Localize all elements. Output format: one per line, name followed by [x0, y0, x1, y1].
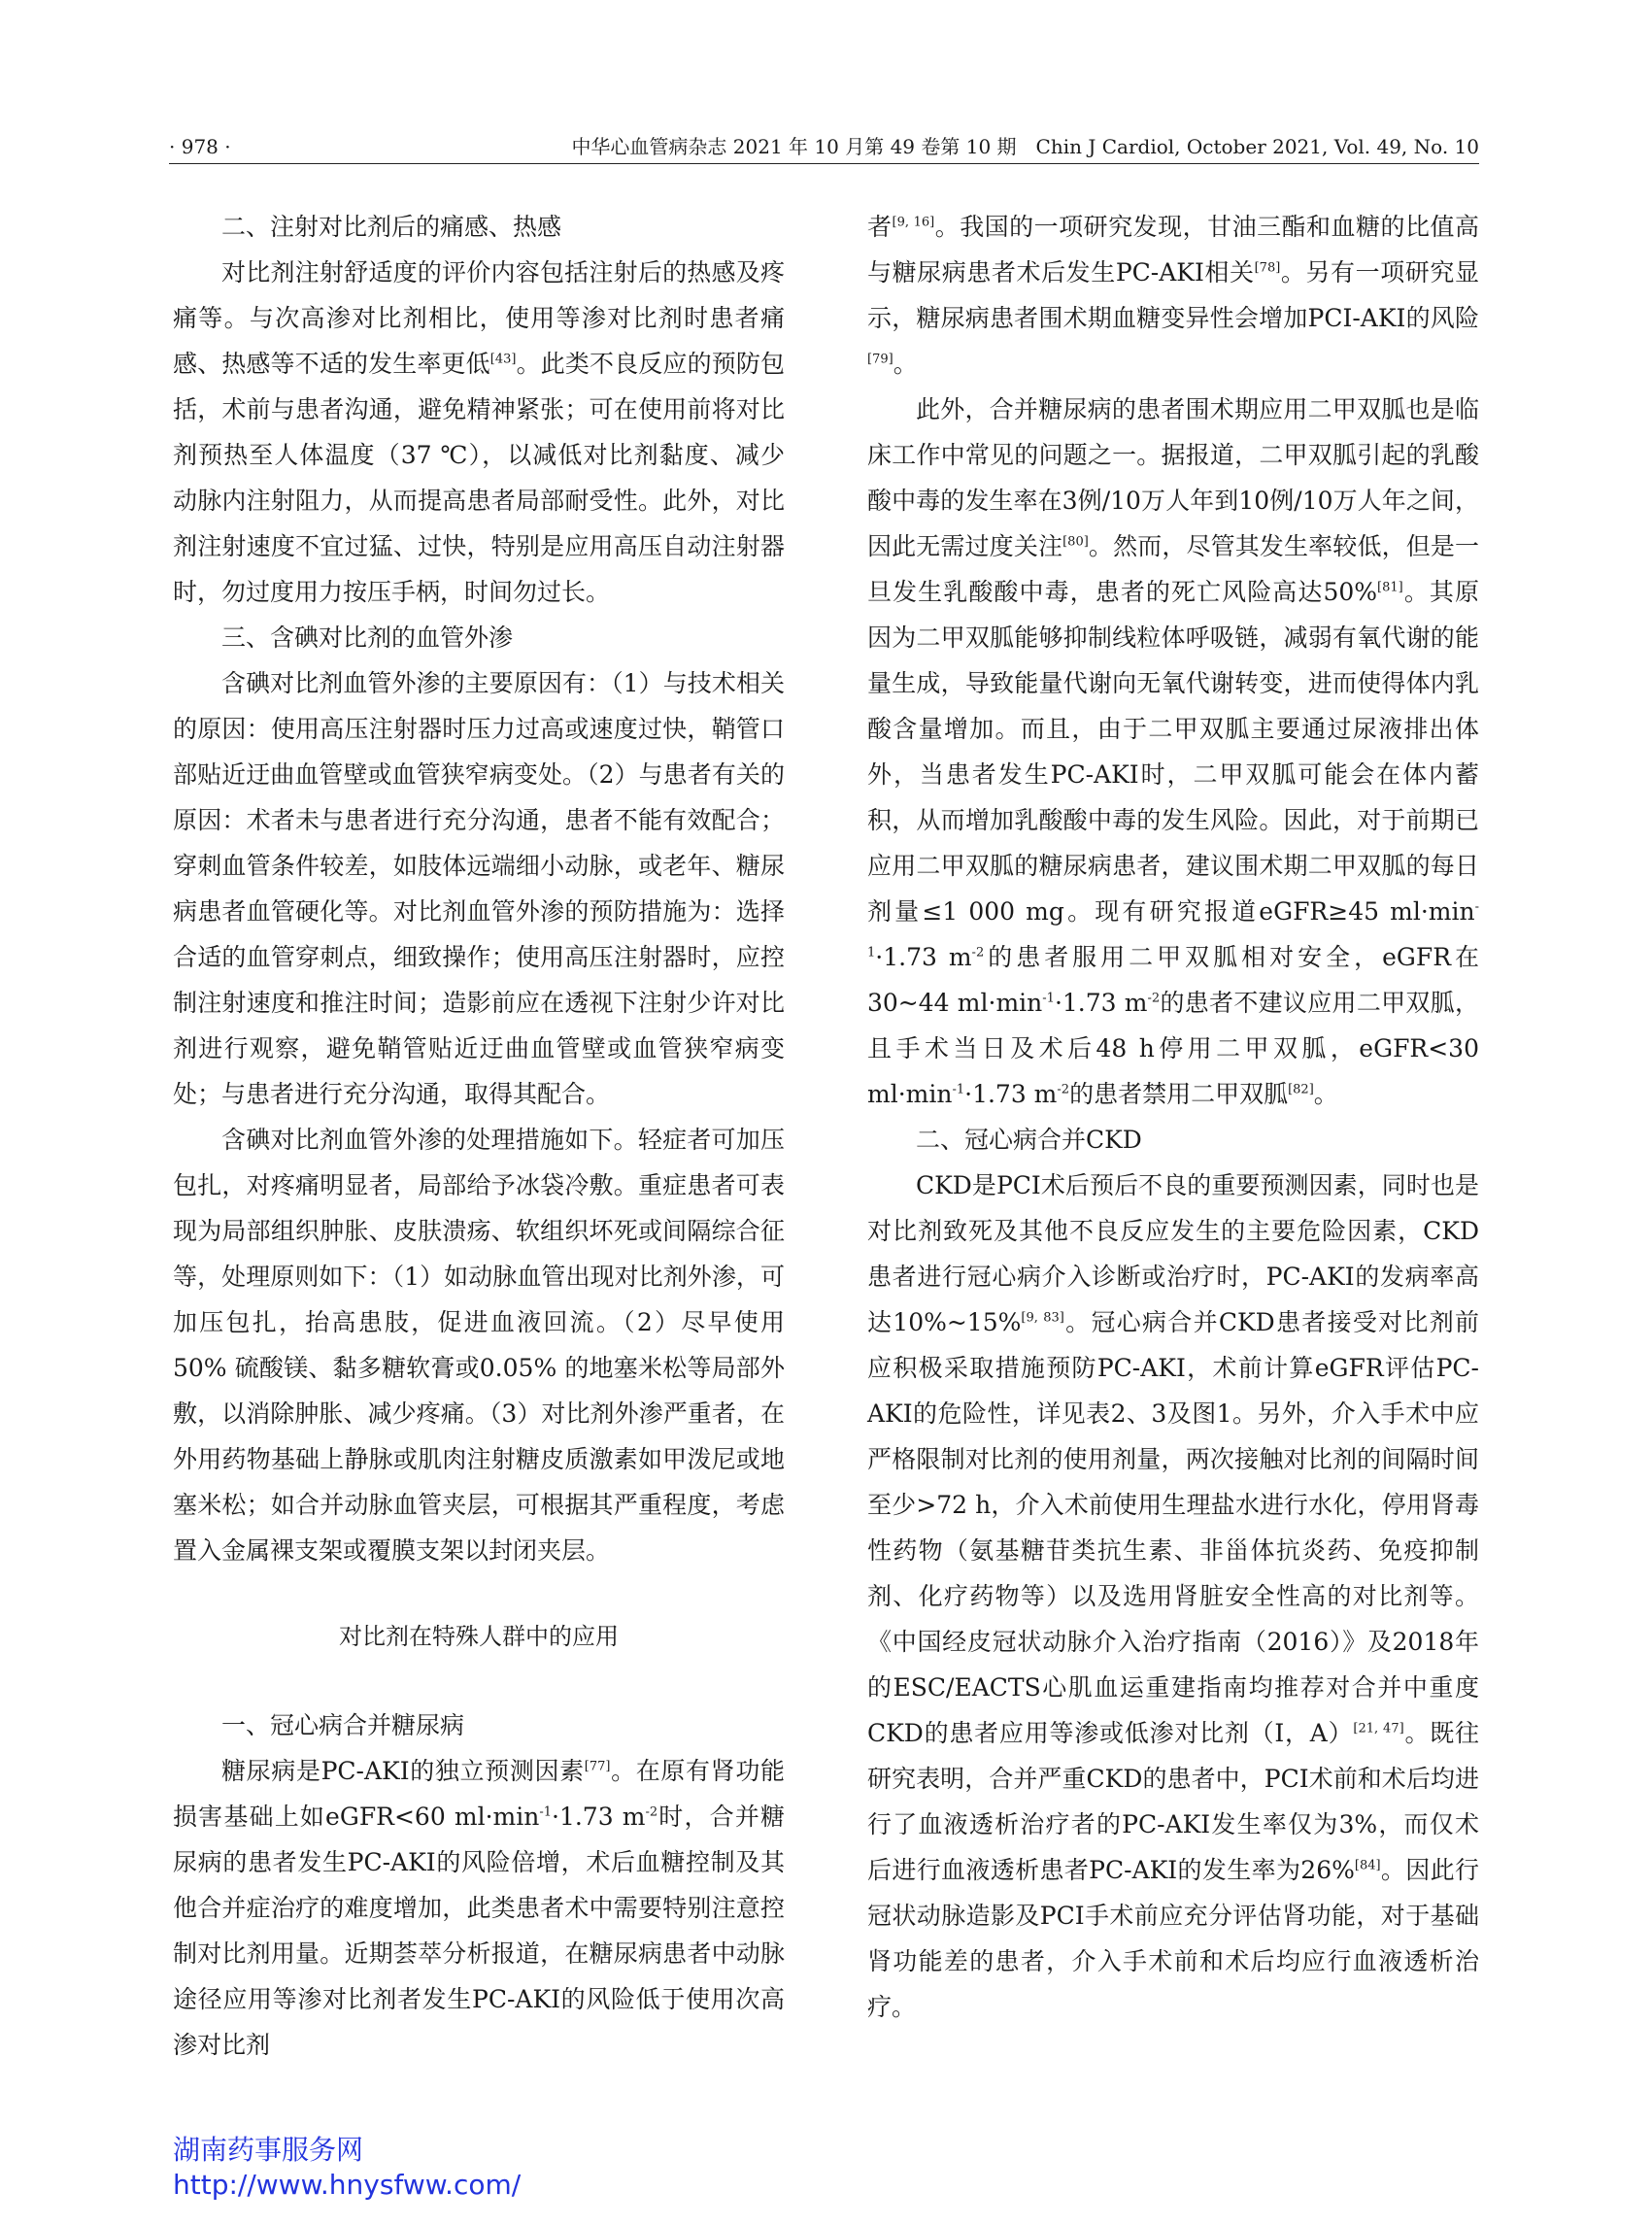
- page-number: · 978 ·: [169, 135, 231, 158]
- watermark-site-name: 湖南药事服务网: [173, 2134, 364, 2166]
- running-header: [169, 132, 1479, 164]
- journal-citation: 中华心血管病杂志 2021 年 10 月第 49 卷第 10 期 Chin J Cardiol, October 2021, Vol. 49, No. 10: [571, 135, 1479, 158]
- citation-9-83: [9, 83]: [1021, 1310, 1064, 1326]
- paragraph-extravasation-treatment: 含碘对比剂血管外渗的处理措施如下。轻症者可加压包扎，对疼痛明显者，局部给予冰袋冷敷。重症患者可表现为局部组织肿胀、皮肤溃疡、软组织坏死或间隔综合征等，处理原则如下：（1）如动脉血管出现对比剂外渗，可加压包扎，抬高患肢，促进血液回流。（2）尽早使用50% 硫酸镁、黏多糖软膏或0.05% 的地塞米松等局部外敷，以消除肿胀、减少疼痛。（3）对比剂外渗严重者，在外用药物基础上静脉或肌肉注射糖皮质激素如甲泼尼或地塞米松；如合并动脉血管夹层，可根据其严重程度，考虑置入金属裸支架或覆膜支架以封闭夹层。: [173, 1126, 785, 1565]
- citation-81: [81]: [1377, 580, 1403, 595]
- right-column: [867, 204, 1479, 2030]
- paragraph-metformin: 此外，合并糖尿病的患者围术期应用二甲双胍也是临床工作中常见的问题之一。据报道，二甲双胍引起的乳酸酸中毒的发生率在3例/10万人年到10例/10万人年之间，因此无需过度关注[80]。然而，尽管其发生率较低，但是一旦发生乳酸酸中毒，患者的死亡风险高达50%[81]。其原因为二甲双胍能够抑制线粒体呼吸链，减弱有氧代谢的能量生成，导致能量代谢向无氧代谢转变，进而使得体内乳酸含量增加。而且，由于二甲双胍主要通过尿液排出体外，当患者发生PC-AKI时，二甲双胍可能会在体内蓄积，从而增加乳酸酸中毒的发生风险。因此，对于前期已应用二甲双胍的糖尿病患者，建议围术期二甲双胍的每日剂量≤1 000 mg。现有研究报道eGFR≥45 $ml\cdot\min^{-1}\cdot 1.73$ $m^{-2}$的患者服用二甲双胍相对安全，eGFR在30~44 $ml\cdot\min^{-1}\cdot 1.73$ $m^{-2}$的患者不建议应用二甲双胍，且手术当日及术后48 h停用二甲双胍，eGFR<30 $ml\cdot\min^{-1}\cdot 1.73$ $m^{-2}$的患者禁用二甲双胍[82]。: [867, 395, 1480, 1108]
- citation-80: [80]: [1062, 534, 1089, 550]
- citation-84: [84]: [1354, 1858, 1381, 1873]
- watermark: [173, 2133, 521, 2203]
- citation-78: [78]: [1254, 260, 1281, 276]
- citation-21-47: [21, 47]: [1353, 1721, 1404, 1736]
- watermark-url[interactable]: http://www.hnysfww.com/: [173, 2169, 522, 2201]
- citation-77: [77]: [584, 1759, 611, 1774]
- paragraph-pain-heat: 对比剂注射舒适度的评价内容包括注射后的热感及疼痛等。与次高渗对比剂相比，使用等渗对比剂时患者痛感、热感等不适的发生率更低[43]。此类不良反应的预防包括，术前与患者沟通，避免精神紧张；可在使用前将对比剂预热至人体温度（37 ℃），以减低对比剂黏度、减少动脉内注射阻力，从而提高患者局部耐受性。此外，对比剂注射速度不宜过猛、过快，特别是应用高压自动注射器时，勿过度用力按压手柄，时间勿过长。: [173, 258, 785, 606]
- section-title: 对比剂在特殊人群中的应用: [339, 1623, 619, 1650]
- subheading-extravasation: 三、含碘对比剂的血管外渗: [221, 624, 514, 652]
- subheading-diabetes: 一、冠心病合并糖尿病: [221, 1711, 465, 1739]
- subheading-pain-heat: 二、注射对比剂后的痛感、热感: [221, 213, 562, 241]
- paragraph-diabetes: 糖尿病是PC-AKI的独立预测因素[77]。在原有肾功能损害基础上如eGFR<60 $ml\cdot\min^{-1}\cdot 1.73$ $m^{-2}$时，合并糖尿病的患者发生PC-AKI的风险倍增，术后血糖控制及其他合并症治疗的难度增加，此类患者术中需要特别注意控制对比剂用量。近期荟萃分析报道，在糖尿病患者中动脉途径应用等渗对比剂者发生PC-AKI的风险低于使用次高渗对比剂: [173, 1757, 786, 2059]
- citation-43: [43]: [489, 352, 517, 367]
- paragraph-diabetes-continued: 者[9, 16]。我国的一项研究发现，甘油三酯和血糖的比值高与糖尿病患者术后发生PC-AKI相关[78]。另有一项研究显示，糖尿病患者围术期血糖变异性会增加PCI-AKI的风险[79]。: [867, 213, 1479, 378]
- citation-79: [79]: [867, 352, 893, 367]
- paragraph-ckd: CKD是PCI术后预后不良的重要预测因素，同时也是对比剂致死及其他不良反应发生的主要危险因素，CKD患者进行冠心病介入诊断或治疗时，PC-AKI的发病率高达10%~15%[9, 83]。冠心病合并CKD患者接受对比剂前应积极采取措施预防PC-AKI，术前计算eGFR评估PC-AKI的危险性，详见表2、3及图1。另外，介入手术中应严格限制对比剂的使用剂量，两次接触对比剂的间隔时间至少>72 h，介入术前使用生理盐水进行水化，停用肾毒性药物（氨基糖苷类抗生素、非甾体抗炎药、免疫抑制剂、化疗药物等）以及选用肾脏安全性高的对比剂等。《中国经皮冠状动脉介入治疗指南（2016）》及2018年的ESC/EACTS心肌血运重建指南均推荐对合并中重度CKD的患者应用等渗或低渗对比剂（Ⅰ，A）[21, 47]。既往研究表明，合并严重CKD的患者中，PCI术前和术后均进行了血液透析治疗者的PC-AKI发生率仅为3%，而仅术后进行血液透析患者PC-AKI的发生率为26%[84]。因此行冠状动脉造影及PCI手术前应充分评估肾功能，对于基础肾功能差的患者，介入手术前和术后均应行血液透析治疗。: [867, 1171, 1479, 2021]
- left-column: [173, 204, 785, 2068]
- citation-82: [82]: [1288, 1082, 1314, 1097]
- subheading-ckd: 二、冠心病合并CKD: [916, 1126, 1142, 1154]
- citation-9-16: [9, 16]: [892, 215, 935, 230]
- paragraph-extravasation-causes: 含碘对比剂血管外渗的主要原因有：（1）与技术相关的原因：使用高压注射器时压力过高或速度过快，鞘管口部贴近迂曲血管壁或血管狭窄病变处。（2）与患者有关的原因：术者未与患者进行充分沟通，患者不能有效配合；穿刺血管条件较差，如肢体远端细小动脉，或老年、糖尿病患者血管硬化等。对比剂血管外渗的预防措施为：选择合适的血管穿刺点，细致操作；使用高压注射器时，应控制注射速度和推注时间；造影前应在透视下注射少许对比剂进行观察，避免鞘管贴近迂曲血管壁或血管狭窄病变处；与患者进行充分沟通，取得其配合。: [173, 669, 785, 1108]
